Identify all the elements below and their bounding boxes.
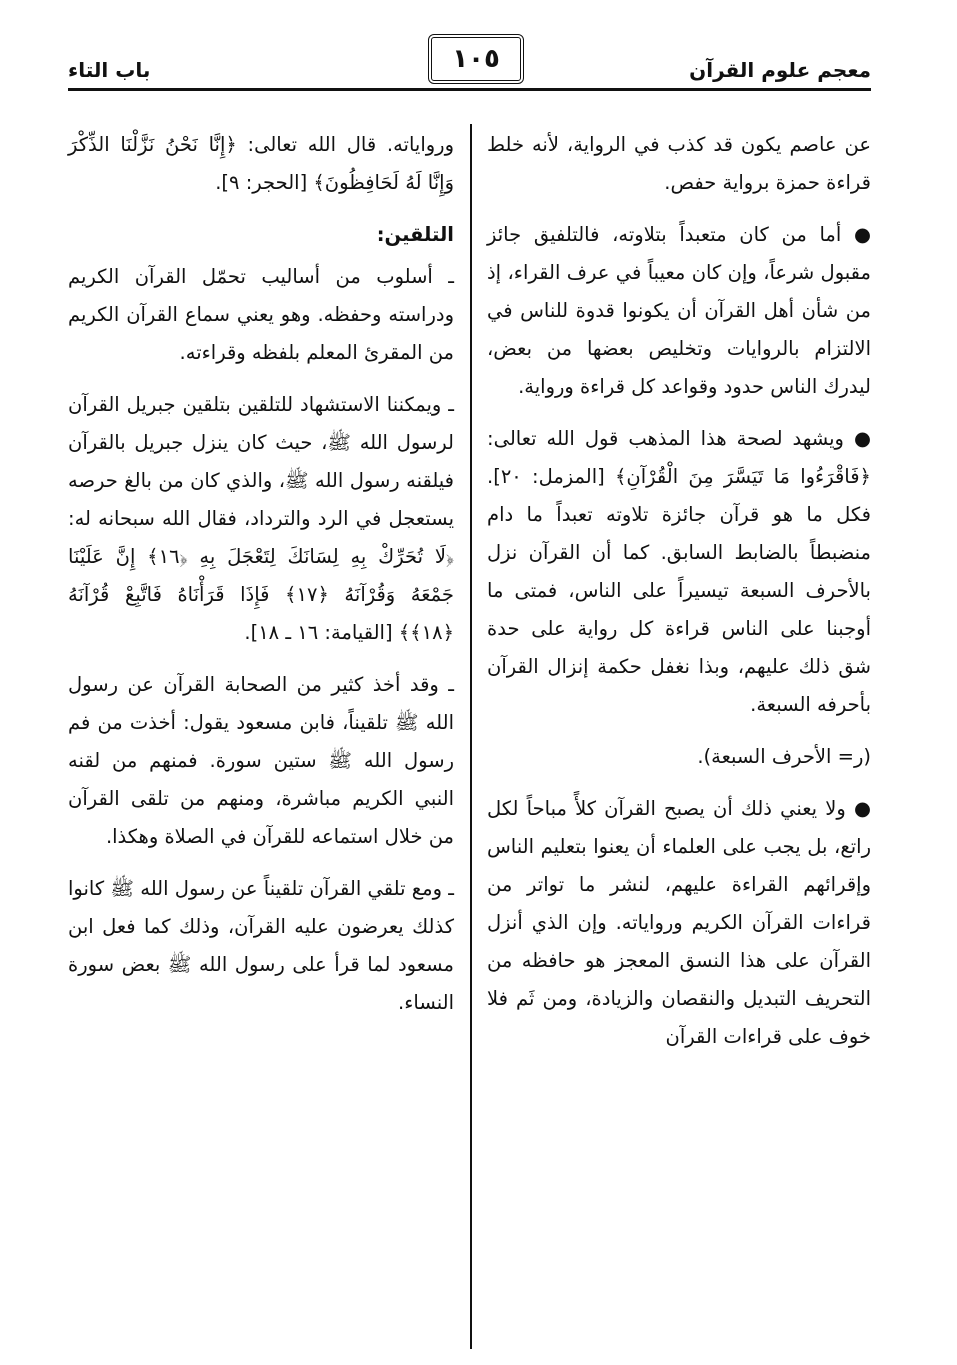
chapter-header: باب التاء [68,58,151,82]
paragraph: ورواياته. قال الله تعالى: ﴿إِنَّا نَحْنُ نَزَّلْنَا الذِّكْرَ وَإِنَّا لَهُ لَحَافِظُونَ﴾ [الحجر: ٩]. [68,133,454,194]
paragraph: عن عاصم يكون قد كذب في الرواية، لأنه خلط قراءة حمزة برواية حفص. [487,133,871,194]
cross-reference: (ر= الأحرف السبعة). [697,745,871,768]
book-title: معجم علوم القرآن [689,58,871,82]
page-number: ١٠٥ [428,34,524,84]
left-column [68,126,454,1036]
paragraph: ● ويشهد لصحة هذا المذهب قول الله تعالى: ﴿فَاقْرَءُوا مَا تَيَسَّرَ مِنَ الْقُرْآنِ﴾ [المزمل: ٢٠]. فكل ما هو قرآن جائزة تلاوته تعبداً ما دام منضبطاً بالضابط السابق. كما أن القرآن نزل بالأحرف السبعة تيسيراً على الناس، فمتى ما أوجبنا على الناس قراءة كل رواية على حدة شق ذلك عليهم، وبذا نغفل حكمة إنزال القرآن بأحرفه السبعة. [487,427,871,716]
paragraph: ـ ويمكننا الاستشهاد للتلقين بتلقين جبريل القرآن لرسول الله ﷺ، حيث كان ينزل جبريل بالقرآن فيلقنه رسول الله ﷺ، والذي كان من بالغ حرصه يستعجل في الرد والترداد، فقال الله سبحانه له: ﴿لَا تُحَرِّكْ بِهِ لِسَانَكَ لِتَعْجَلَ بِهِ ﴿١٦﴾ إِنَّ عَلَيْنَا جَمْعَهُ وَقُرْآنَهُ ﴿١٧﴾ فَإِذَا قَرَأْنَاهُ فَاتَّبِعْ قُرْآنَهُ ﴿١٨﴾﴾ [القيامة: ١٦ ـ ١٨]. [68,393,454,644]
paragraph: ـ وقد أخذ كثير من الصحابة القرآن عن رسول الله ﷺ تلقيناً، فابن مسعود يقول: أخذت من فم رسول الله ﷺ ستين سورة. فمنهم من لقنه النبي الكريم مباشرة، ومنهم من تلقى القرآن من خلال استماعه للقرآن في الصلاة وهكذا. [68,673,454,848]
paragraph: ـ ومع تلقي القرآن تلقيناً عن رسول الله ﷺ كانوا كذلك يعرضون عليه القرآن، وذلك كما فعل ابن مسعود لما قرأ على رسول الله ﷺ بعض سورة النساء. [68,877,454,1014]
paragraph: ـ أسلوب من أساليب تحمّل القرآن الكريم ودراسته وحفظه. وهو يعني سماع القرآن الكريم من المقرئ المعلم بلفظه وقراءته. [68,265,454,364]
section-heading: التلقين: [376,223,454,246]
right-column [487,126,871,1070]
header-rule [68,88,871,91]
column-divider [470,124,472,1349]
paragraph: ● أما من كان متعبداً بتلاوته، فالتلفيق جائز مقبول شرعاً، وإن كان معيباً في عرف القراء، إذ من شأن أهل القرآن أن يكونوا قدوة للناس في الالتزام بالروايات وتخليص بعضها من بعض، ليدرك الناس حدود وقواعد كل قراءة ورواية. [487,223,871,398]
paragraph: ● ولا يعني ذلك أن يصبح القرآن كلأً مباحاً لكل راتع، بل يجب على العلماء أن يعنوا بتعليم الناس وإقرائهم القراءة عليهم، لنشر ما تواتر من قراءات القرآن الكريم ورواياته. وإن الذي أنزل القرآن على هذا النسق المعجز هو حافظه من التحريف التبديل والنقصان والزيادة، ومن ثَم فلا خوف على قراءات القرآن [487,797,871,1048]
